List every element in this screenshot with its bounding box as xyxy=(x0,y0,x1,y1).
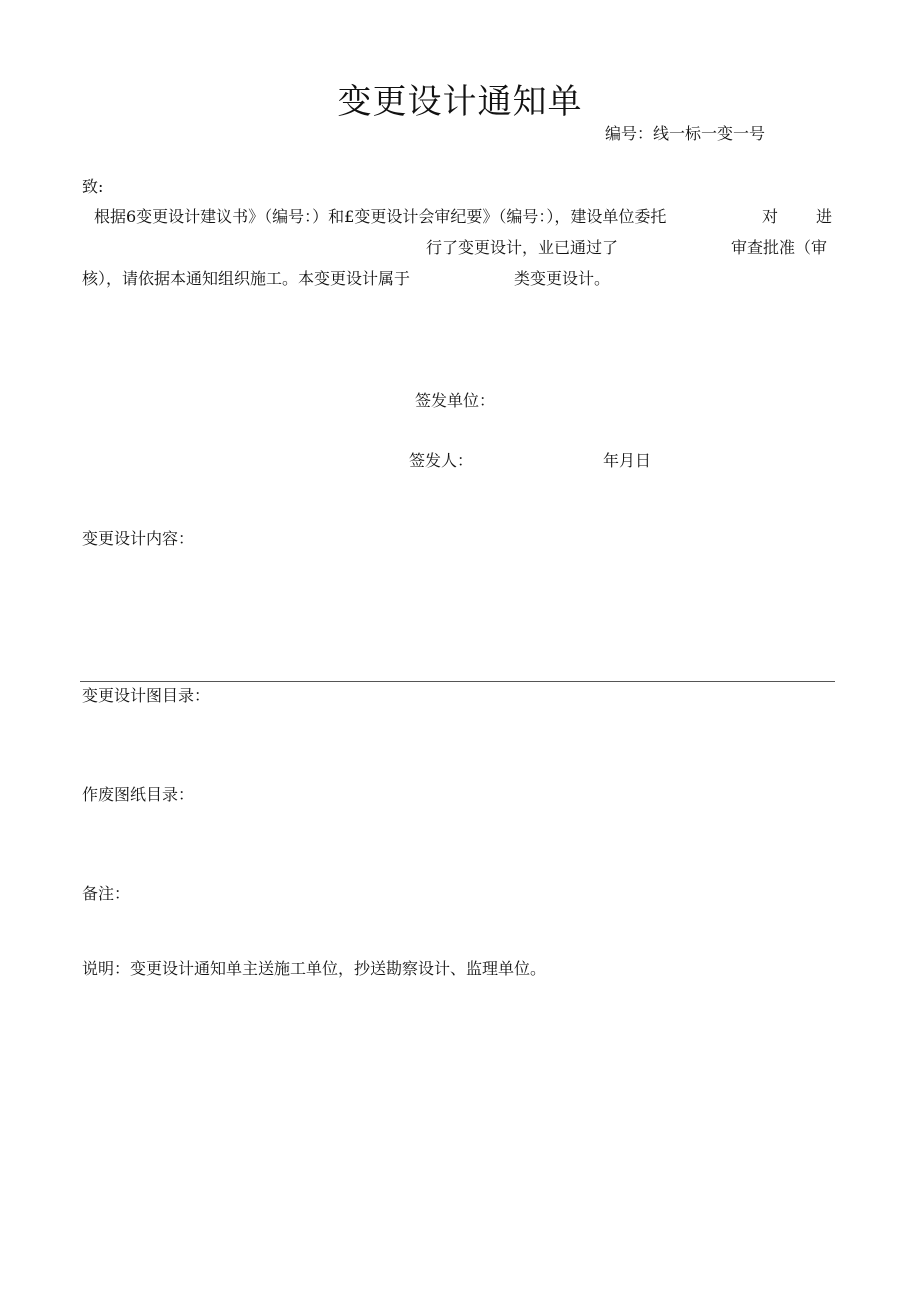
remarks-label: 备注： xyxy=(82,884,131,903)
void-drawings-label: 作废图纸目录： xyxy=(82,785,195,804)
change-drawings-label: 变更设计图目录： xyxy=(82,686,211,705)
body-line3-category: 类变更设计。 xyxy=(514,269,611,288)
section-divider xyxy=(80,681,835,682)
body-line2-text: 行了变更设计，业已通过了 xyxy=(426,238,619,257)
body-line1-jin: 进 xyxy=(816,207,833,226)
date-label: 年月日 xyxy=(603,451,652,470)
recipient-label: 致: xyxy=(82,177,104,196)
document-title: 变更设计通知单 xyxy=(337,82,583,122)
issuing-unit-label: 签发单位： xyxy=(415,391,496,410)
document-number: 编号：线一标一变一号 xyxy=(605,124,766,143)
body-line2-approval: 审查批准（审 xyxy=(731,238,828,257)
change-content-label: 变更设计内容： xyxy=(82,529,195,548)
body-line3-text: 核），请依据本通知组织施工。本变更设计属于 xyxy=(82,269,411,288)
issuer-label: 签发人： xyxy=(409,451,474,470)
body-line1-dui: 对 xyxy=(762,207,779,226)
body-line1-text: 根据6变更设计建议书》（编号：）和£变更设计会审纪要》（编号：），建设单位委托 xyxy=(94,207,667,226)
distribution-note: 说明：变更设计通知单主送施工单位，抄送勘察设计、监理单位。 xyxy=(82,959,547,978)
